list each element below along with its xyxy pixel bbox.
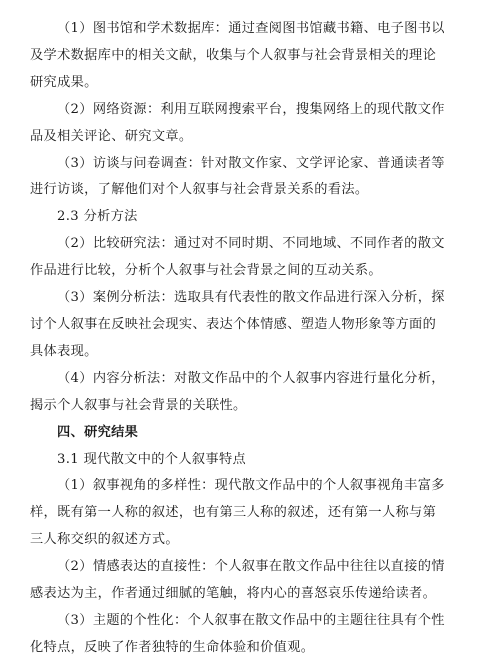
text-line: （1）图书馆和学术数据库：通过查阅图书馆藏书籍、电子图书以: [57, 21, 445, 36]
text-line: 品及相关评论、研究文章。: [30, 128, 193, 144]
text-line: （2）比较研究法：通过对不同时期、不同地域、不同作者的散文: [57, 236, 445, 252]
text-line: 揭示个人叙事与社会背景的关联性。: [30, 397, 247, 413]
section-heading: 四、研究结果: [57, 424, 139, 440]
text-line: 三人称交织的叙述方式。: [30, 532, 179, 548]
document-body: [30, 16, 470, 662]
text-line: 讨个人叙事在反映社会现实、表达个体情感、塑造人物形象等方面的: [30, 316, 437, 332]
text-line: 及学术数据库中的相关文献，收集与个人叙事与社会背景相关的理论: [30, 47, 437, 63]
text-line: （3）案例分析法：选取具有代表性的散文作品进行深入分析，探: [57, 290, 445, 306]
text-line: 作品进行比较，分析个人叙事与社会背景之间的互动关系。: [30, 263, 382, 279]
text-line: 感表达为主，作者通过细腻的笔触，将内心的喜怒哀乐传递给读者。: [30, 586, 437, 602]
text-line: 3.1 现代散文中的个人叙事特点: [57, 451, 247, 467]
text-line: 2.3 分析方法: [57, 209, 138, 225]
text-line: （3）访谈与问卷调查：针对散文作家、文学评论家、普通读者等: [57, 155, 445, 171]
text-line: （2）网络资源：利用互联网搜索平台，搜集网络上的现代散文作: [57, 101, 445, 117]
text-line: （1）叙事视角的多样性：现代散文作品中的个人叙事视角丰富多: [57, 478, 445, 494]
text-line: （4）内容分析法：对散文作品中的个人叙事内容进行量化分析，: [57, 370, 445, 386]
text-line: 样，既有第一人称的叙述，也有第三人称的叙述，还有第一人称与第: [30, 505, 437, 521]
text-line: 进行访谈，了解他们对个人叙事与社会背景关系的看法。: [30, 182, 369, 198]
text-line: （3）主题的个性化：个人叙事在散文作品中的主题往往具有个性: [57, 612, 445, 628]
text-line: （2）情感表达的直接性：个人叙事在散文作品中往往以直接的情: [57, 559, 445, 575]
text-line: 化特点，反映了作者独特的生命体验和价值观。: [30, 639, 315, 655]
text-line: 研究成果。: [30, 74, 98, 90]
text-line: 具体表现。: [30, 343, 98, 359]
